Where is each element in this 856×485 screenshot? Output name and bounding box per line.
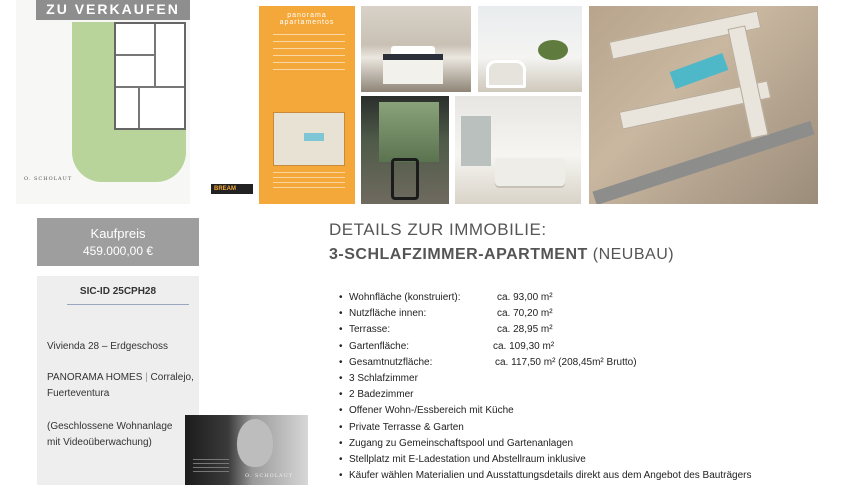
feature-item: • Private Terrasse & Garten — [337, 420, 751, 436]
terrace-photo[interactable] — [478, 6, 582, 92]
brochure-image[interactable] — [259, 6, 355, 204]
brochure-site-plan — [273, 112, 345, 166]
agent-portrait[interactable] — [185, 415, 308, 485]
feature-list — [337, 290, 751, 484]
window-shape — [379, 102, 439, 162]
details-title-bold: 3-SCHLAFZIMMER-APARTMENT — [329, 246, 588, 263]
garden-area — [72, 22, 114, 182]
project-text — [47, 370, 194, 402]
feature-item: • Gesamtnutzfläche: ca. 117,50 m² (208,45m² Brutto) — [337, 355, 751, 371]
pool-shape — [670, 53, 729, 89]
brochure-table — [273, 34, 345, 84]
for-sale-banner: ZU VERKAUFEN — [36, 0, 190, 20]
unit-text: Vivienda 28 – Erdgeschoss — [47, 341, 169, 352]
contact-lines — [193, 459, 229, 475]
living-room-photo[interactable] — [455, 96, 581, 204]
bed-shape — [383, 54, 443, 84]
aerial-photo[interactable] — [589, 6, 818, 204]
brochure-text-block — [273, 172, 345, 192]
details-heading: DETAILS ZUR IMMOBILIE: — [329, 220, 547, 239]
details-title-rest: (NEUBAU) — [587, 246, 675, 263]
feature-item: • Käufer wählen Materialien und Ausstattungsdetails direkt aus dem Angebot des Bauträgers — [337, 468, 751, 484]
apartment-rooms — [114, 22, 186, 130]
machine-shape — [391, 158, 419, 200]
feature-item: • Zugang zu Gemeinschaftspool und Gartenanlagen — [337, 436, 751, 452]
project-region: Fuerteventura — [47, 388, 110, 399]
price-value: 459.000,00 € — [82, 244, 154, 258]
brochure-brand: panorama apartamentos — [279, 12, 335, 26]
project-location: Corralejo, — [150, 372, 194, 383]
feature-item: • Offener Wohn-/Essbereich mit Küche — [337, 403, 751, 419]
chair-shape — [486, 60, 526, 88]
bedroom-photo[interactable] — [361, 6, 471, 92]
face-shape — [237, 419, 273, 467]
gym-photo[interactable] — [361, 96, 449, 204]
floorplan-logo: O. SCHOLAUT — [24, 176, 73, 182]
note-line-2: mit Videoüberwachung) — [47, 437, 152, 448]
garden-area-lower — [114, 130, 186, 182]
separator: | — [142, 372, 151, 383]
details-title — [329, 246, 674, 264]
floorplan-image[interactable] — [16, 0, 190, 204]
info-box — [37, 276, 199, 485]
divider — [67, 304, 189, 305]
pool-shape — [304, 133, 324, 141]
price-label: Kaufpreis — [90, 226, 146, 241]
feature-item: • 2 Badezimmer — [337, 387, 751, 403]
road-shape — [592, 121, 814, 204]
price-box — [37, 218, 199, 266]
sic-id: SIC-ID 25CPH28 — [79, 286, 157, 297]
feature-item: • 3 Schlafzimmer — [337, 371, 751, 387]
plant-shape — [538, 40, 568, 60]
feature-item: • Stellplatz mit E-Ladestation und Abstellraum inklusive — [337, 452, 751, 468]
feature-item: • Wohnfläche (konstruiert): ca. 93,00 m² — [337, 290, 751, 306]
feature-item: • Terrasse: ca. 28,95 m² — [337, 322, 751, 338]
project-name: PANORAMA HOMES — [47, 372, 143, 383]
feature-item: • Gartenfläche: ca. 109,30 m² — [337, 339, 751, 355]
sofa-shape — [495, 158, 565, 186]
note-text — [47, 419, 172, 451]
feature-item: • Nutzfläche innen: ca. 70,20 m² — [337, 306, 751, 322]
note-line-1: (Geschlossene Wohnanlage — [47, 421, 173, 432]
portrait-signature: O. SCHOLAUT — [245, 473, 294, 479]
bream-badge: BREAM — [211, 184, 253, 194]
window-shape — [461, 116, 491, 166]
